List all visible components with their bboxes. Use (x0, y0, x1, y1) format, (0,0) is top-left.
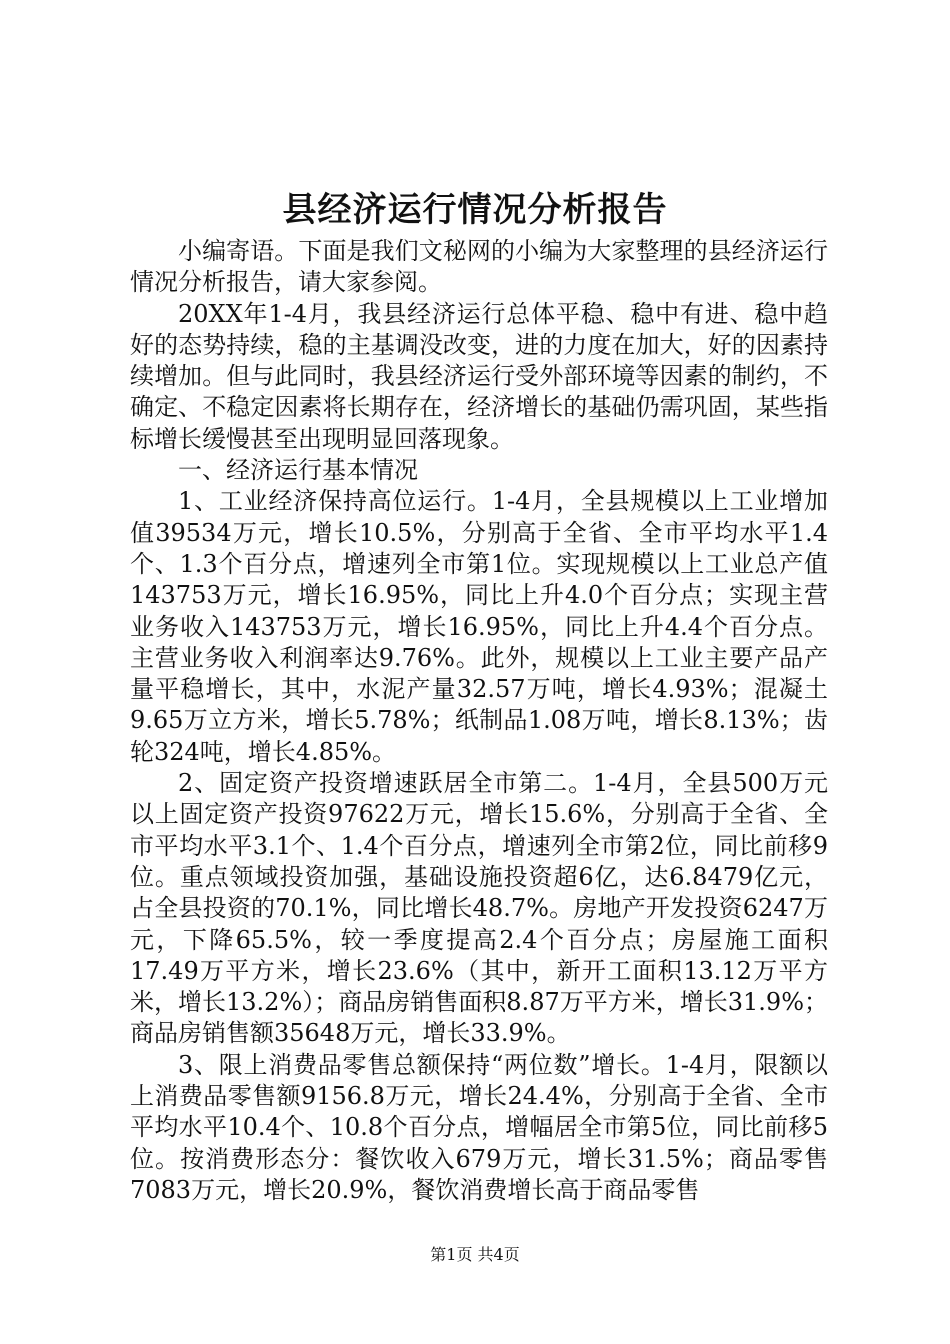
paragraph-fixed-investment: 2、固定资产投资增速跃居全市第二。1-4月，全县500万元以上固定资产投资97622万元，增长15.6%，分别高于全省、全市平均水平3.1个、1.4个百分点，增速列全市第2位，同比前移9位。重点领域投资加强，基础设施投资超6亿，达6.8479亿元，占全县投资的70.1%，同比增长48.7%。房地产开发投资6247万元，下降65.5%，较一季度提高2.4个百分点；房屋施工面积17.49万平方米，增长23.6%（其中，新开工面积13.12万平方米，增长13.2%）；商品房销售面积8.87万平方米，增长31.9%；商品房销售额35648万元，增长33.9%。 (130, 769, 828, 1048)
paragraph-intro: 小编寄语。下面是我们文秘网的小编为大家整理的县经济运行情况分析报告，请大家参阅。 (130, 237, 828, 297)
paragraph-overview: 20XX年1-4月，我县经济运行总体平稳、稳中有进、稳中趋好的态势持续，稳的主基调没改变，进的力度在加大，好的因素持续增加。但与此同时，我县经济运行受外部环境等因素的制约，不确定、不稳定因素将长期存在，经济增长的基础仍需巩固，某些指标增长缓慢甚至出现明显回落现象。 (130, 299, 828, 453)
document-body (130, 236, 828, 1206)
page-number-footer: 第1页 共4页 (430, 1245, 520, 1264)
document-title: 县经济运行情况分析报告 (282, 190, 668, 230)
section-heading-basic-situation: 一、经济运行基本情况 (178, 456, 418, 485)
paragraph-industry: 1、工业经济保持高位运行。1-4月，全县规模以上工业增加值39534万元，增长10.5%，分别高于全省、全市平均水平1.4个、1.3个百分点，增速列全市第1位。实现规模以上工业总产值143753万元，增长16.95%，同比上升4.0个百分点；实现主营业务收入143753万元，增长16.95%，同比上升4.4个百分点。主营业务收入利润率达9.76%。此外，规模以上工业主要产品产量平稳增长，其中，水泥产量32.57万吨，增长4.93%；混凝土9.65万立方米，增长5.78%；纸制品1.08万吨，增长8.13%；齿轮324吨，增长4.85%。 (130, 487, 828, 766)
paragraph-retail-sales: 3、限上消费品零售总额保持“两位数”增长。1-4月，限额以上消费品零售额9156.8万元，增长24.4%，分别高于全省、全市平均水平10.4个、10.8个百分点，增幅居全市第5位，同比前移5位。按消费形态分：餐饮收入679万元，增长31.5%；商品零售7083万元，增长20.9%，餐饮消费增长高于商品零售 (130, 1050, 828, 1204)
